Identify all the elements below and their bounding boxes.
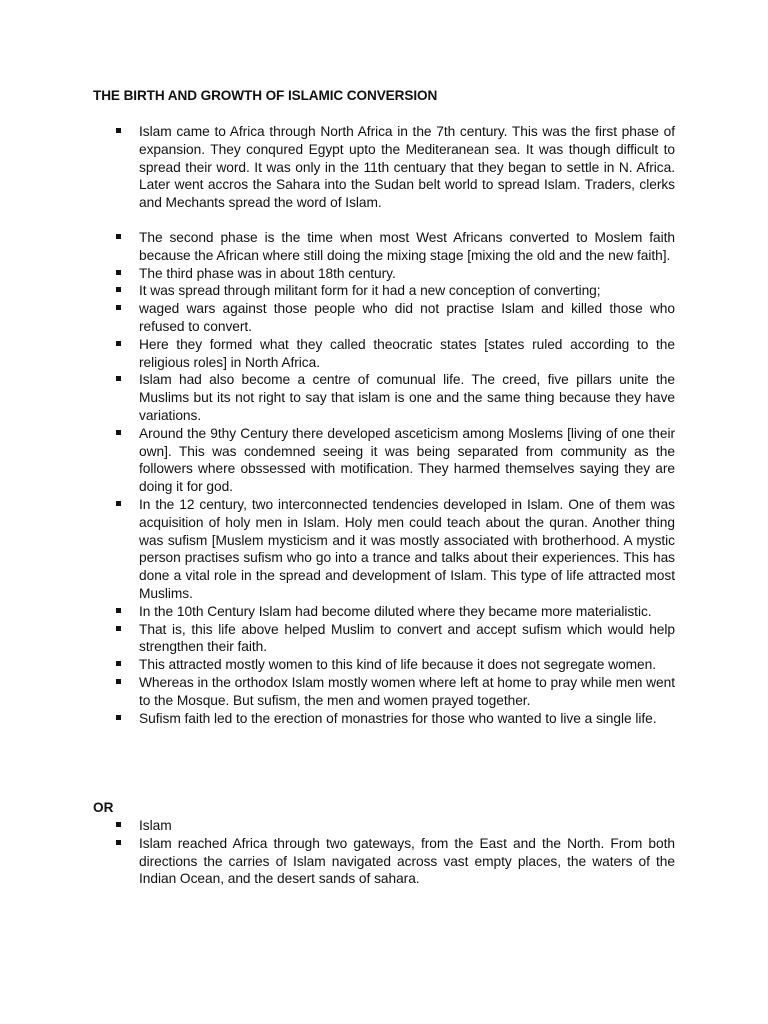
bullet-square-icon bbox=[116, 128, 121, 133]
list-item-text: Islam reached Africa through two gateways, from the East and the North. From both directions the carries of Islam navigated across vast empty places, the waters of the Indian Ocean, and the desert sands of sahara. bbox=[139, 835, 675, 887]
bullet-square-icon bbox=[116, 376, 121, 381]
list-item-text: waged wars against those people who did not practise Islam and killed those who refused to convert. bbox=[139, 301, 675, 334]
bullet-list-first-phase bbox=[0, 123, 768, 212]
list-item bbox=[0, 835, 675, 888]
list-item bbox=[0, 282, 675, 300]
list-item bbox=[0, 336, 675, 372]
list-item-text: Islam had also become a centre of comunual life. The creed, five pillars unite the Muslims but its not right to say that islam is one and the same thing because they have variations. bbox=[139, 372, 675, 423]
list-item bbox=[0, 371, 675, 424]
list-item bbox=[0, 123, 675, 212]
list-item bbox=[0, 656, 675, 674]
bullet-square-icon bbox=[116, 715, 121, 720]
list-item-text: The second phase is the time when most West Africans converted to Moslem faith because the African where still doing the mixing stage [mixing the old and the new faith]. bbox=[139, 230, 675, 263]
list-item-text: Sufism faith led to the erection of monastries for those who wanted to live a single life. bbox=[139, 710, 657, 726]
bullet-list-main bbox=[0, 229, 768, 727]
list-item bbox=[0, 817, 675, 835]
list-item-text: Islam bbox=[139, 818, 172, 833]
bullet-square-icon bbox=[116, 287, 121, 292]
list-item bbox=[0, 265, 675, 283]
list-item bbox=[0, 710, 675, 728]
list-item-text: Around the 9thy Century there developed asceticism among Moslems [living of one their own]. This was condemned seeing it was being separated from community as the followers where obssessed with motification. They harmed themselves saying they are doing it for god. bbox=[139, 425, 675, 495]
list-item bbox=[0, 300, 675, 336]
list-item-text: This attracted mostly women to this kind of life because it does not segregate women. bbox=[139, 657, 656, 673]
document-title: THE BIRTH AND GROWTH OF ISLAMIC CONVERSION bbox=[93, 88, 438, 103]
list-item-text: The third phase was in about 18th century. bbox=[139, 265, 396, 281]
bullet-square-icon bbox=[116, 430, 121, 435]
bullet-square-icon bbox=[116, 626, 121, 631]
list-item-text: Islam came to Africa through North Africa in the 7th century. This was the first phase of expansion. They conqured Egypt upto the Mediteranean sea. It was though difficult to spread their word. It was only in the 11th centuary that they began to settle in N. Africa. Later went accros the Sahara into the Sudan belt world to spread Islam. Traders, clerks and Mechants spread the word of Islam. bbox=[139, 124, 675, 211]
bullet-square-icon bbox=[116, 234, 121, 239]
list-item-text: That is, this life above helped Muslim to convert and accept sufism which would help strengthen their faith. bbox=[139, 621, 675, 655]
bullet-square-icon bbox=[116, 341, 121, 346]
list-item bbox=[0, 621, 675, 657]
list-item bbox=[0, 425, 675, 496]
bullet-square-icon bbox=[116, 608, 121, 613]
list-item bbox=[0, 229, 675, 265]
or-separator-label: OR bbox=[93, 800, 114, 815]
list-item bbox=[0, 674, 675, 710]
list-item bbox=[0, 496, 675, 603]
list-item-text: Here they formed what they called theocratic states [states ruled according to the religious roles] in North Africa. bbox=[139, 336, 675, 370]
bullet-square-icon bbox=[116, 270, 121, 275]
bullet-list-alternative bbox=[0, 817, 768, 888]
list-item-text: Whereas in the orthodox Islam mostly women where left at home to pray while men went to the Mosque. But sufism, the men and women prayed together. bbox=[139, 674, 675, 708]
bullet-square-icon bbox=[116, 840, 121, 845]
bullet-square-icon bbox=[116, 501, 121, 506]
list-item-text: It was spread through militant form for it had a new conception of converting; bbox=[139, 283, 601, 299]
bullet-square-icon bbox=[116, 305, 121, 310]
bullet-square-icon bbox=[116, 679, 121, 684]
bullet-square-icon bbox=[116, 661, 121, 666]
bullet-square-icon bbox=[116, 822, 121, 827]
list-item-text: In the 10th Century Islam had become diluted where they became more materialistic. bbox=[139, 603, 652, 619]
list-item-text: In the 12 century, two interconnected tendencies developed in Islam. One of them was acquisition of holy men in Islam. Holy men could teach about the quran. Another thing was sufism [Muslem mysticism and it was mostly associated with brotherhood. A mystic person practises sufism who go into a trance and talks about their experiences. This has done a vital role in the spread and development of Islam. This type of life attracted most Muslims. bbox=[139, 496, 675, 601]
list-item bbox=[0, 603, 675, 621]
